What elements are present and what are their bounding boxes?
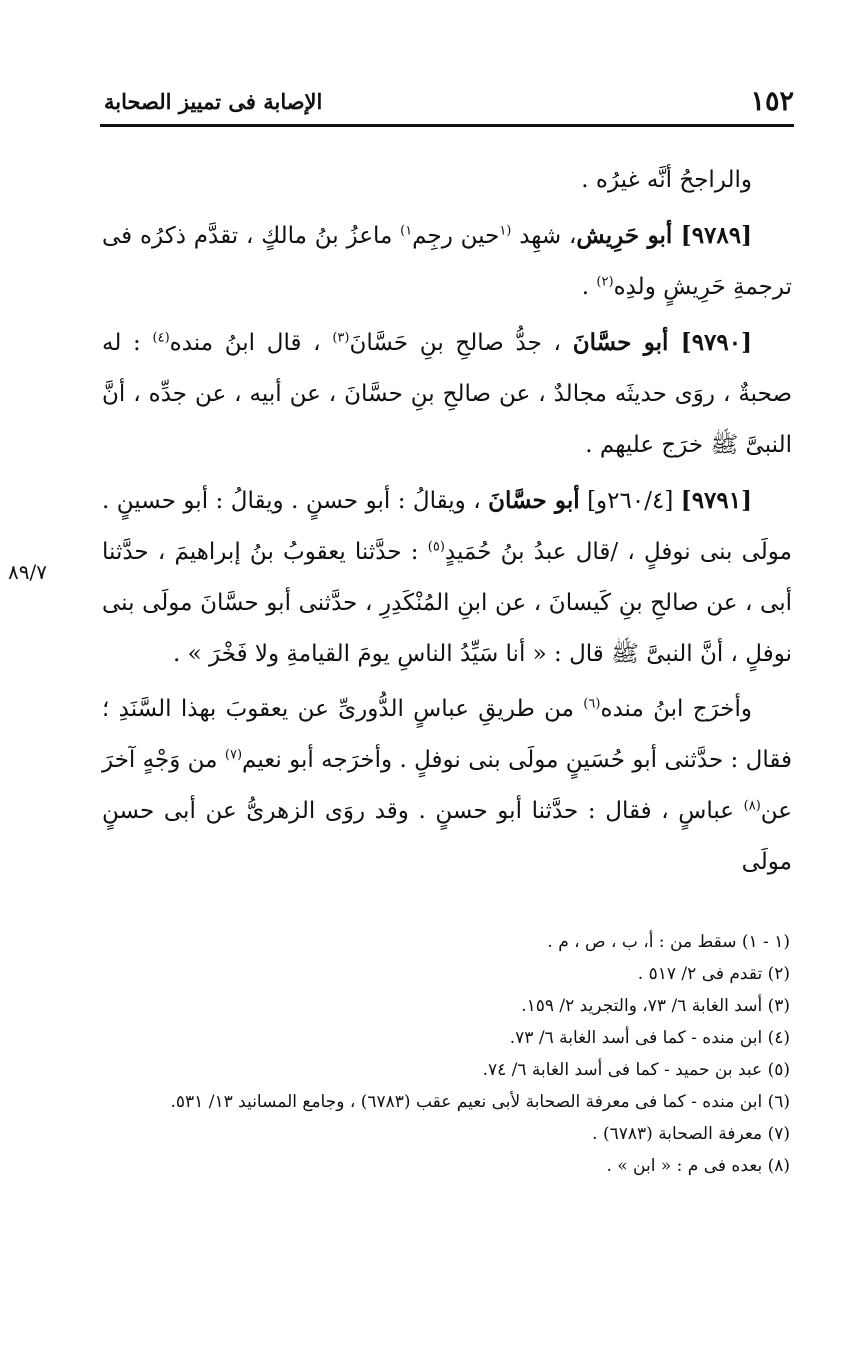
entry-heading: [٩٧٩١]	[680, 487, 752, 514]
paragraph-1: والراجحُ أنَّه غيرُه .	[581, 167, 752, 193]
main-text	[102, 155, 792, 892]
paragraph-text: : له صحبةٌ ، روَى حديثَه مجالدٌ ، عن صالحِ بنِ حسَّانَ ، عن أبيه ، عن جدِّه ، أنَّ النبىَّ ﷺ خرَج عليهم .	[102, 330, 792, 458]
footnote-ref[interactable]: (٦)	[583, 696, 601, 712]
paragraph-text: حين رجِم	[412, 223, 500, 249]
footnote-ref[interactable]: (٤)	[152, 330, 170, 346]
page-number: ١٥٢	[750, 85, 794, 117]
footnote-ref[interactable]: (١	[499, 223, 512, 239]
paragraph-text: ، ويقالُ : أبو حسنٍ . ويقالُ : أبو حسينٍ . مولَى بنى نوفلٍ ، /قال عبدُ بنُ حُمَيدٍ	[102, 488, 792, 565]
entry-name: أبو حسَّانَ	[488, 487, 580, 514]
paragraph-entry-9790	[102, 317, 792, 471]
paragraph-text: ماعزُ بنُ مالكٍ ، تقدَّم ذكرُه فى ترجمةِ حَرِيشٍ ولدِه	[102, 223, 792, 300]
footnote-1: (١ - ١) سقط من : أ، ب ، ص ، م .	[547, 932, 790, 952]
paragraph-text: عباسٍ ، فقال : حدَّثنا أبو حسنٍ . وقد روَى الزهرىُّ عن أبى حسنٍ مولَى	[102, 798, 792, 875]
paragraph-5	[102, 684, 792, 888]
footnote-ref[interactable]: (٣)	[332, 330, 350, 346]
footnote-7: (٧) معرفة الصحابة (٦٧٨٣) .	[592, 1124, 790, 1144]
footnote-3: (٣) أسد الغابة ٦/ ٧٣، والتجريد ٢/ ١٥٩.	[521, 996, 790, 1016]
footnote-ref[interactable]: (٨)	[743, 798, 761, 814]
paragraph-entry-9789	[102, 210, 792, 313]
paragraph-text: ، جدُّ صالحِ بنِ حَسَّانَ	[349, 330, 561, 356]
paragraph-text: ، قال ابنُ منده	[169, 330, 321, 356]
paragraph-text: من طريقِ عباسٍ الدُّورىِّ عن يعقوبَ بهذا السَّنَدِ ؛ فقال : حدَّثنى أبو حُسَينٍ مولَى بنى نوفلٍ . وأخرَجه أبو نعيم	[102, 696, 793, 773]
page-header	[104, 78, 794, 124]
footnote-ref[interactable]: ١)	[400, 223, 413, 239]
running-title: الإصابة فى تمييز الصحابة	[104, 88, 323, 114]
footnotes	[100, 926, 790, 1182]
footnote-4: (٤) ابن منده - كما فى أسد الغابة ٦/ ٧٣.	[509, 1028, 790, 1048]
header-rule	[100, 124, 794, 127]
paragraph-text: ، شهِد	[511, 223, 577, 249]
paragraph-text: من وَجْهٍ آخرَ عن	[102, 747, 792, 824]
footnote-8: (٨) بعده فى م : « ابن » .	[606, 1156, 790, 1176]
paragraph-text: وأخرَج ابنُ منده	[600, 696, 753, 722]
footnote-ref[interactable]: (٥)	[427, 539, 445, 555]
footnote-ref[interactable]: (٧)	[224, 747, 243, 763]
paragraph-entry-9791	[102, 475, 792, 680]
footnote-5: (٥) عبد بن حميد - كما فى أسد الغابة ٦/ ٧٤.	[482, 1060, 790, 1080]
volume-reference: [٢٦٠/٤و]	[587, 488, 674, 514]
margin-volume-note: ٨٩/٧	[8, 560, 47, 584]
footnote-ref[interactable]: (٢)	[596, 274, 614, 290]
paragraph-text: : حدَّثنا يعقوبُ بنُ إبراهيمَ ، حدَّثنا أبى ، عن صالحِ بنِ كَيسانَ ، عن ابنِ المُنْكَدِرِ ، حدَّثنى أبو حسَّانَ مولَى بنى نوفلٍ ، أنَّ النبىَّ ﷺ قال : « أنا سَيِّدُ الناسِ يومَ القيامةِ ولا فَخْرَ » .	[102, 539, 792, 667]
footnote-6: (٦) ابن منده - كما فى معرفة الصحابة لأبى نعيم عقب (٦٧٨٣) ، وجامع المسانيد ١٣/ ٥٣١.	[170, 1092, 790, 1112]
paragraph-text: .	[581, 274, 597, 300]
entry-heading: [٩٧٩٠] أبو حسَّانَ	[572, 329, 753, 356]
footnote-2: (٢) تقدم فى ٢/ ٥١٧ .	[637, 964, 790, 984]
entry-heading: [٩٧٨٩] أبو حَرِيش	[576, 222, 752, 249]
